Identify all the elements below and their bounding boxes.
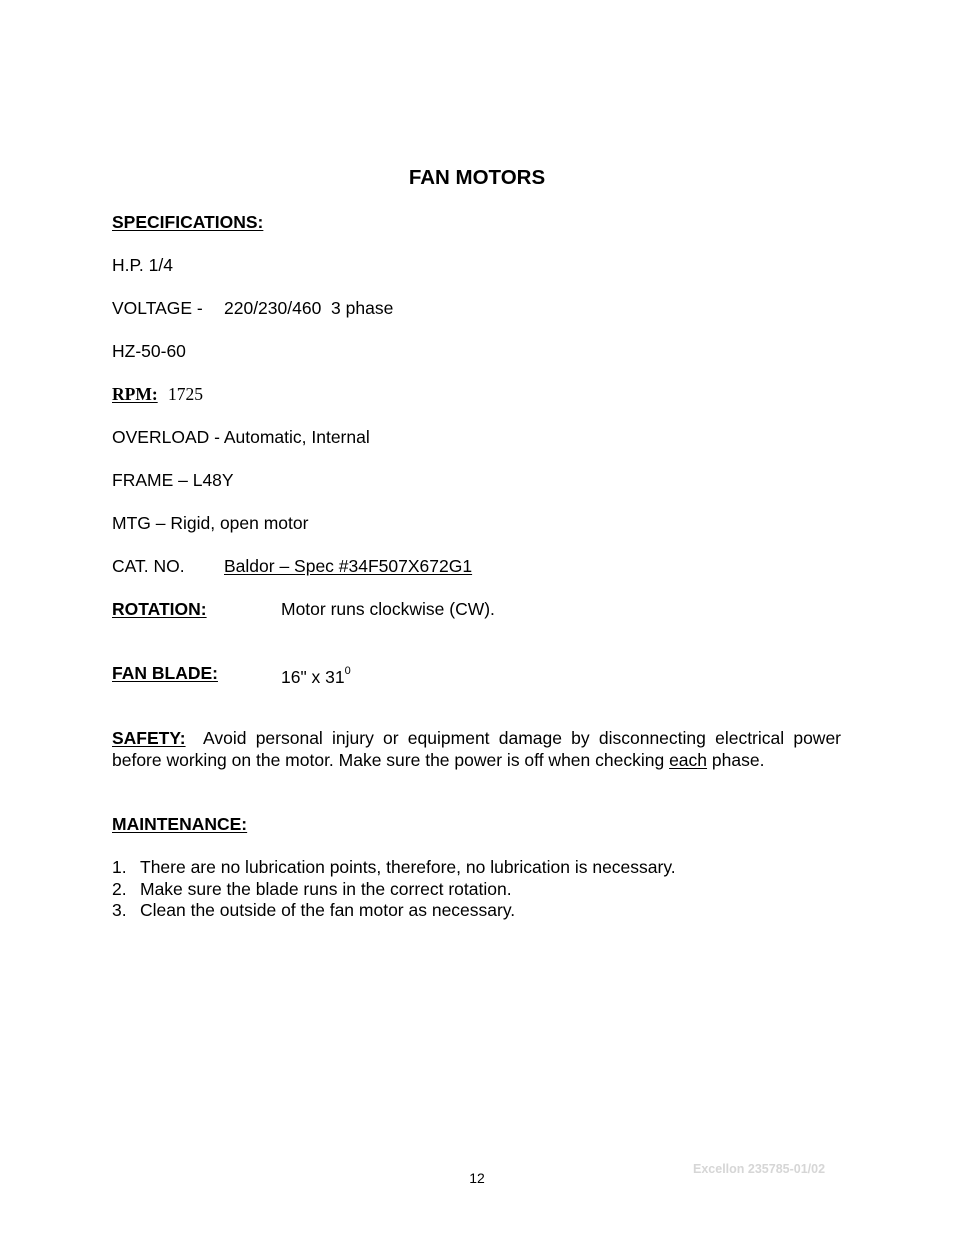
spec-hz: HZ-50-60 (112, 341, 186, 361)
spec-overload: OVERLOAD - Automatic, Internal (112, 427, 370, 447)
fan-blade-value (281, 663, 351, 688)
specifications-heading: SPECIFICATIONS: (112, 212, 264, 232)
spec-cat-label: CAT. NO. (112, 556, 185, 576)
fan-blade-label: FAN BLADE: (112, 663, 218, 683)
list-item-text: There are no lubrication points, therefore, no lubrication is necessary. (140, 857, 676, 877)
list-item-text: Clean the outside of the fan motor as necessary. (140, 900, 516, 920)
spec-hp: H.P. 1/4 (112, 255, 173, 275)
list-item-number: 1. (112, 857, 127, 877)
safety-emphasis: each (669, 749, 708, 770)
rotation-label: ROTATION: (112, 599, 207, 619)
spec-rpm-label: RPM: (112, 384, 158, 404)
maintenance-list (112, 857, 841, 922)
page-number: 12 (469, 1170, 485, 1186)
list-item (112, 900, 841, 922)
document-id: Excellon 235785-01/02 (693, 1162, 826, 1176)
spec-cat-value: Baldor – Spec #34F507X672G1 (224, 556, 473, 576)
safety-label: SAFETY: (112, 728, 186, 748)
list-item (112, 857, 841, 879)
fan-blade-superscript: 0 (344, 665, 351, 677)
safety-paragraph (112, 728, 841, 771)
maintenance-heading: MAINTENANCE: (112, 814, 248, 834)
safety-text: Avoid personal injury or equipment damage by disconnecting electrical power before working on the motor. Make sure the power is off when checking (112, 728, 842, 770)
spec-rpm-value: 1725 (168, 384, 203, 404)
spec-voltage-value: 220/230/460 3 phase (224, 298, 394, 318)
list-item-number: 2. (112, 878, 127, 899)
fan-blade-size: 16" x 31 (281, 666, 345, 687)
list-item (112, 879, 841, 901)
safety-text-end: phase. (711, 749, 765, 770)
rotation-value: Motor runs clockwise (CW). (281, 599, 495, 619)
list-item-text: Make sure the blade runs in the correct rotation. (140, 878, 512, 899)
spec-frame: FRAME – L48Y (112, 470, 234, 490)
list-item-number: 3. (112, 900, 127, 920)
page-title: FAN MOTORS (408, 166, 546, 189)
spec-mtg: MTG – Rigid, open motor (112, 513, 309, 533)
spec-voltage-label: VOLTAGE - (112, 298, 203, 318)
